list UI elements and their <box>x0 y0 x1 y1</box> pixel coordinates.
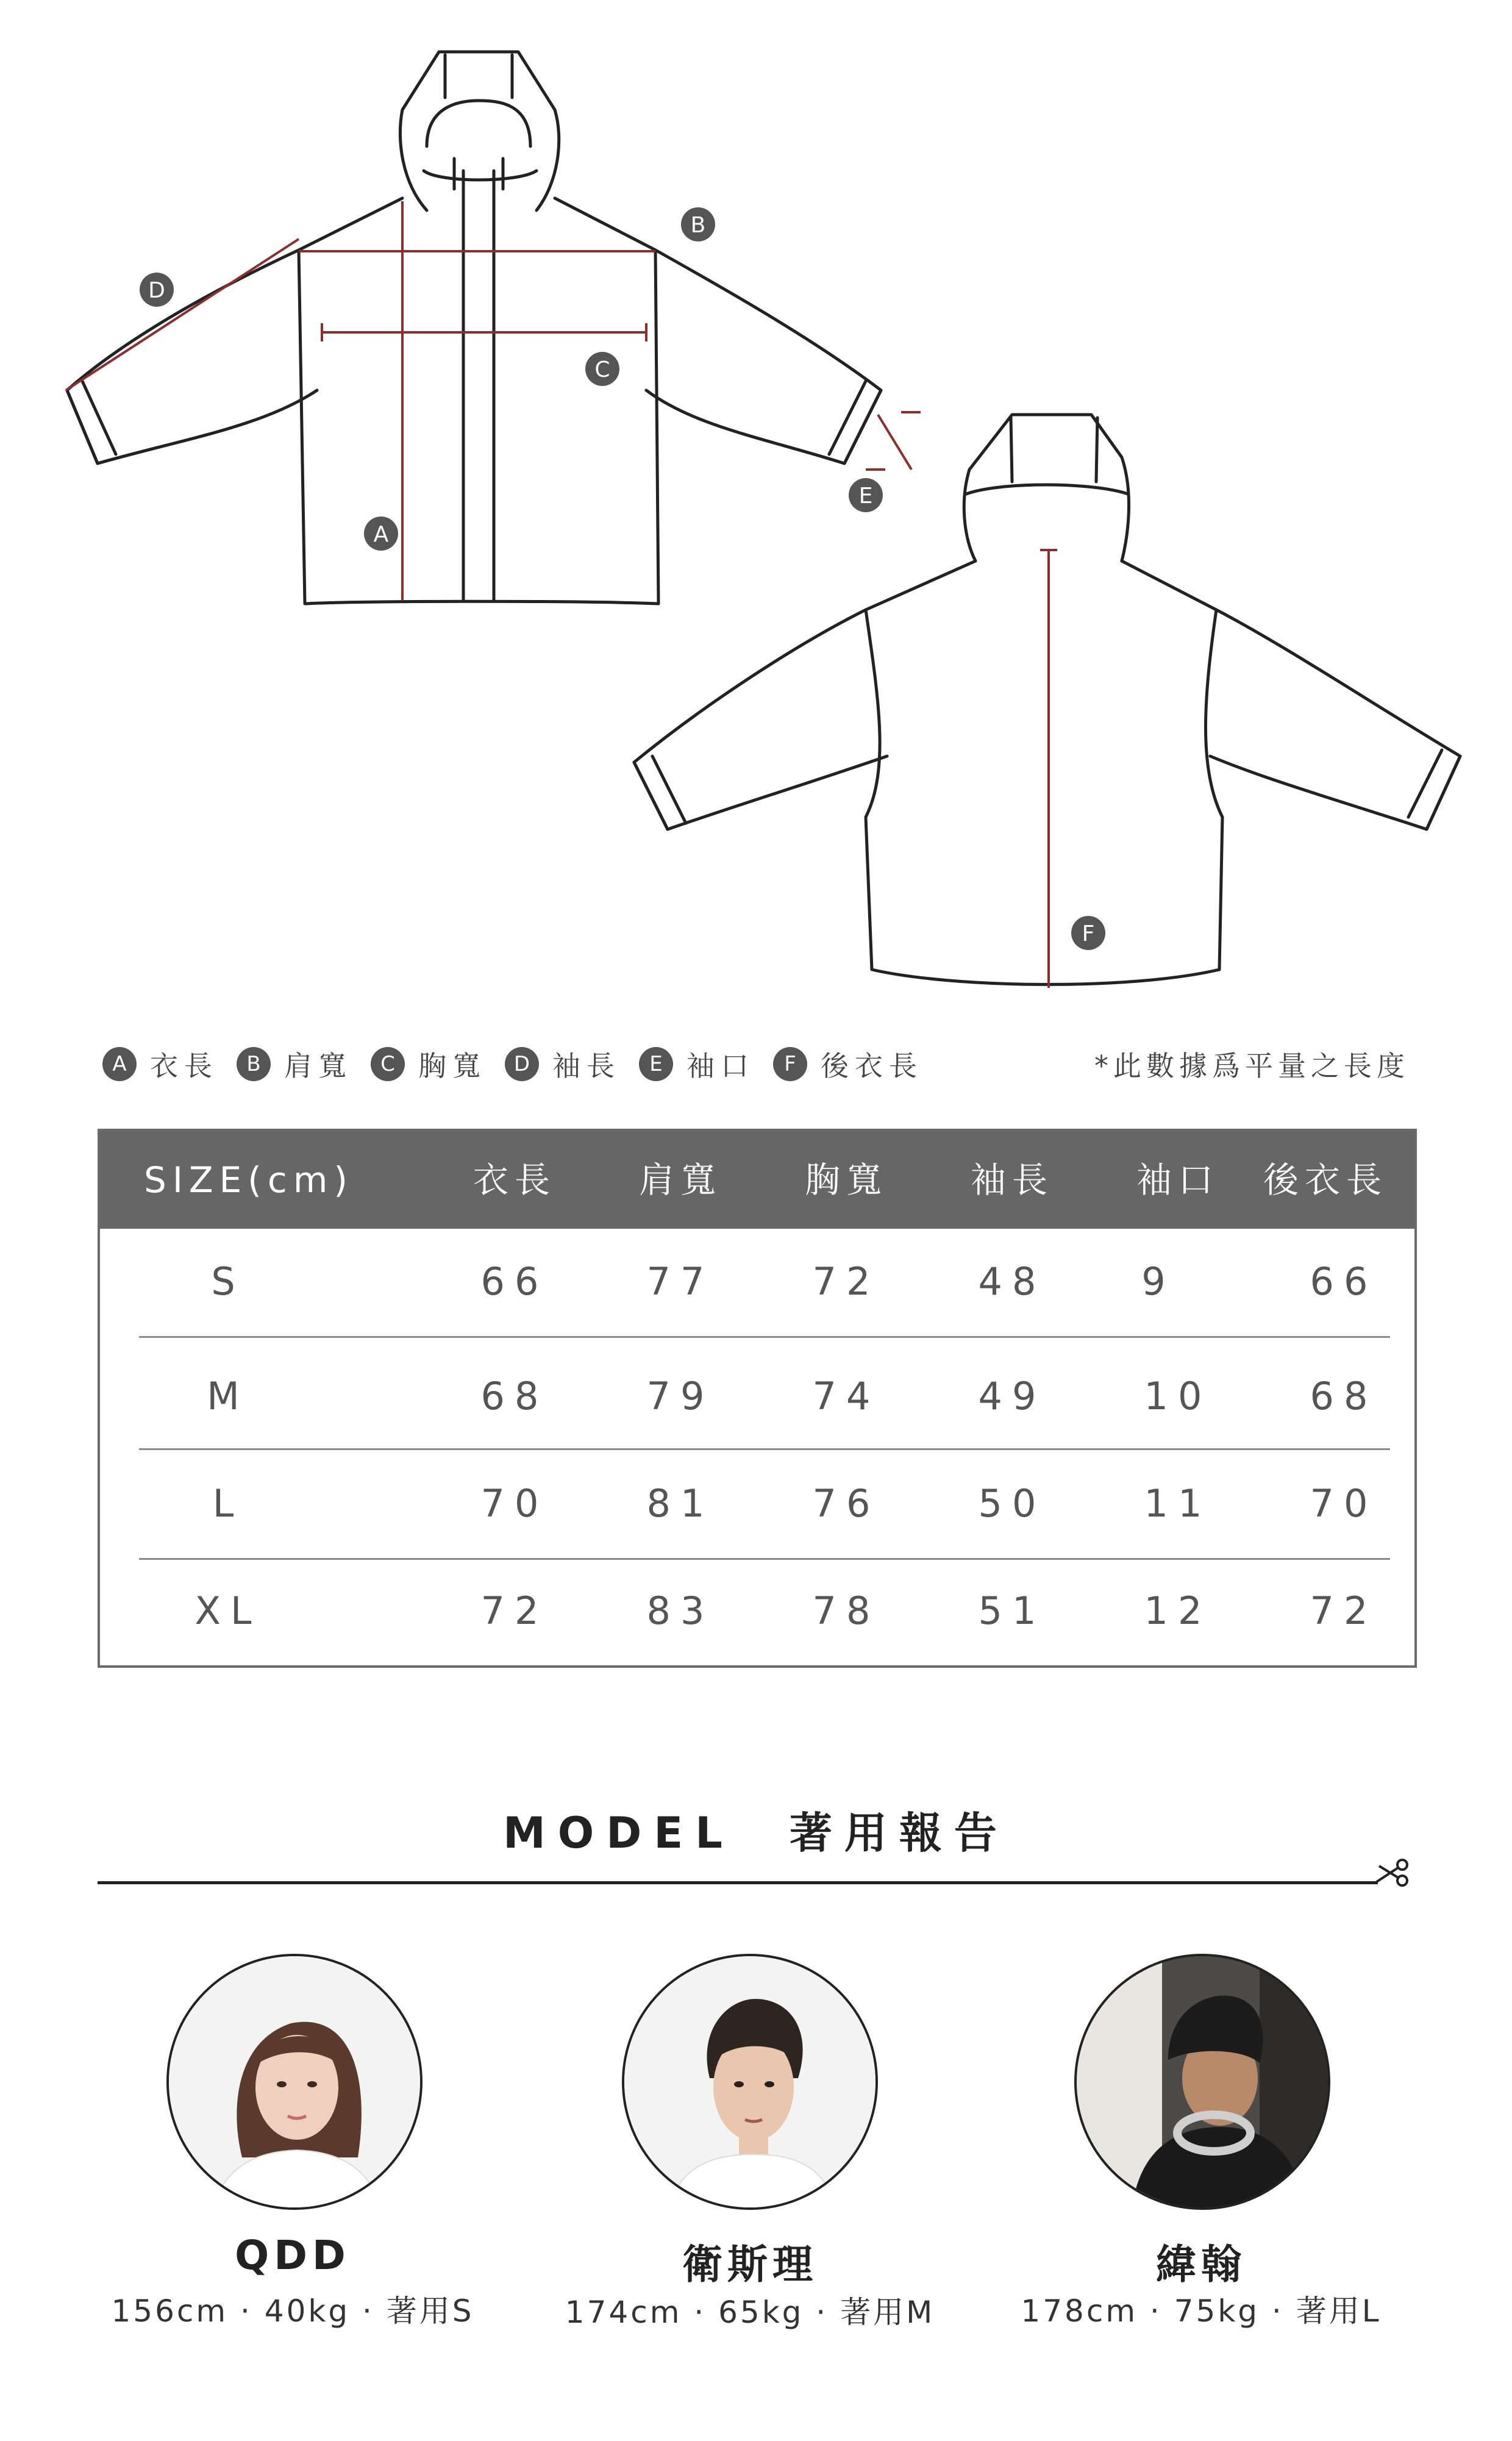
table-cell: 9 <box>1141 1259 1175 1304</box>
table-cell: 11 <box>1144 1481 1212 1526</box>
header-length: 衣長 <box>472 1159 556 1201</box>
table-header <box>100 1131 1414 1229</box>
table-cell: 77 <box>646 1259 715 1304</box>
legend-item-e <box>639 1044 755 1084</box>
table-cell: 83 <box>646 1589 715 1633</box>
table-cell: 72 <box>480 1589 549 1633</box>
legend-badge: A <box>102 1047 137 1081</box>
legend-label: 袖長 <box>552 1049 621 1082</box>
jacket-back-diagram <box>610 390 1475 1006</box>
svg-text:C: C <box>594 357 610 382</box>
measurement-legend <box>102 1043 941 1085</box>
legend-label: 袖口 <box>686 1049 755 1082</box>
table-cell: 49 <box>978 1374 1046 1418</box>
table-cell: 50 <box>978 1481 1046 1526</box>
table-row <box>100 1338 1414 1451</box>
row-divider <box>139 1448 1390 1450</box>
model-info: 174cm · 65kg · 著用M <box>565 2295 935 2330</box>
model-photo <box>1077 1956 1330 2210</box>
legend-label: 胸寬 <box>418 1049 487 1082</box>
legend-badge: D <box>505 1047 539 1081</box>
row-divider <box>139 1336 1390 1338</box>
table-cell: 76 <box>812 1481 880 1526</box>
size-table <box>98 1129 1417 1668</box>
table-cell: 68 <box>480 1374 549 1418</box>
model-name: 衛斯理 <box>682 2241 818 2288</box>
table-cell: 78 <box>812 1589 880 1633</box>
avatar <box>1074 1954 1330 2210</box>
avatar <box>622 1954 878 2210</box>
model-info: 178cm · 75kg · 著用L <box>1021 2293 1382 2329</box>
legend-item-c <box>371 1044 487 1084</box>
legend-badge: C <box>371 1047 405 1081</box>
table-row <box>100 1560 1414 1668</box>
table-cell: 48 <box>978 1259 1046 1304</box>
legend-item-f <box>773 1044 923 1084</box>
header-sleeve-length: 袖長 <box>970 1159 1054 1201</box>
table-cell: 74 <box>812 1374 880 1418</box>
model-photo <box>624 1956 878 2210</box>
avatar <box>166 1954 423 2210</box>
table-cell: 79 <box>646 1374 715 1418</box>
model-info: 156cm · 40kg · 著用S <box>111 2293 474 2329</box>
table-cell: 66 <box>1310 1259 1378 1304</box>
legend-label: 衣長 <box>150 1049 218 1082</box>
svg-text:B: B <box>690 213 706 238</box>
table-cell: 72 <box>1310 1589 1378 1633</box>
table-cell: 70 <box>1310 1481 1378 1526</box>
measurement-note: *此數據爲平量之長度 <box>1094 1049 1410 1082</box>
size-cell: L <box>212 1481 244 1526</box>
legend-item-b <box>237 1044 352 1084</box>
svg-text:E: E <box>858 484 873 509</box>
model-name: QDD <box>235 2232 351 2279</box>
table-cell: 10 <box>1144 1374 1212 1418</box>
model-photo <box>169 1956 423 2210</box>
size-cell: S <box>211 1259 245 1304</box>
table-cell: 81 <box>646 1481 715 1526</box>
svg-text:A: A <box>373 522 389 547</box>
size-cell: M <box>207 1374 249 1418</box>
table-cell: 68 <box>1310 1374 1378 1418</box>
table-cell: 70 <box>480 1481 549 1526</box>
model-section-title: MODEL 著用報告 <box>503 1808 1009 1858</box>
legend-label: 肩寬 <box>284 1049 352 1082</box>
section-divider <box>98 1881 1378 1884</box>
size-cell: XL <box>194 1589 262 1633</box>
legend-item-a <box>102 1044 218 1084</box>
legend-badge: E <box>639 1047 673 1081</box>
legend-label: 後衣長 <box>821 1049 923 1082</box>
header-shoulder: 肩寬 <box>638 1159 722 1201</box>
table-row <box>100 1451 1414 1560</box>
svg-text:F: F <box>1082 921 1095 946</box>
model-name: 緯翰 <box>1156 2241 1246 2288</box>
table-cell: 51 <box>978 1589 1046 1633</box>
legend-item-d <box>505 1044 621 1084</box>
legend-badge: F <box>773 1047 807 1081</box>
table-row <box>100 1229 1414 1338</box>
table-cell: 72 <box>812 1259 880 1304</box>
header-size: SIZE(cm) <box>144 1159 354 1201</box>
header-chest: 胸寬 <box>804 1159 888 1201</box>
row-divider <box>139 1558 1390 1560</box>
legend-badge: B <box>237 1047 271 1081</box>
table-cell: 66 <box>480 1259 549 1304</box>
table-cell: 12 <box>1144 1589 1212 1633</box>
header-cuff: 袖口 <box>1136 1159 1219 1201</box>
scissors-icon <box>1372 1853 1414 1895</box>
header-back-length: 後衣長 <box>1263 1159 1388 1201</box>
svg-text:D: D <box>148 278 165 303</box>
